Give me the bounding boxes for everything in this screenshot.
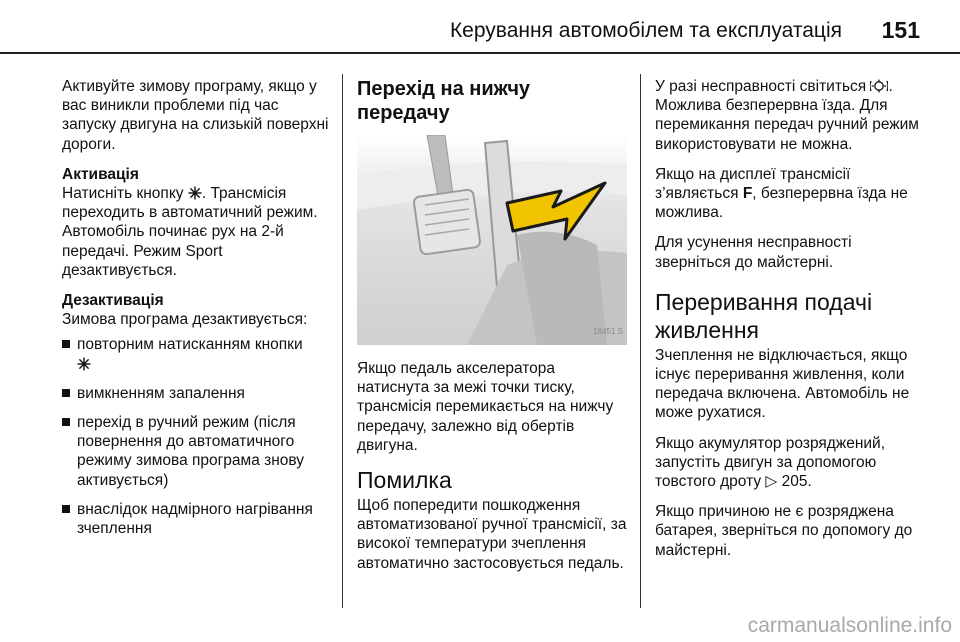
fault-lamp-before: У разі несправності світиться bbox=[655, 78, 867, 95]
header-title: Керування автомобілем та експлуатація bbox=[449, 19, 842, 42]
bullet-1-text: повторним натисканням кнопки bbox=[77, 336, 303, 354]
list-item bbox=[62, 413, 330, 490]
bullet-3-text: перехід в ручний режим (після повернення до автоматичного режиму зимова програма знову активується) bbox=[77, 414, 305, 489]
winter-program-intro: Активуйте зимову програму, якщо у вас виникли проблеми під час запуску двигуна на слизькій поверхні дороги. bbox=[62, 78, 329, 153]
bullet-icon bbox=[62, 389, 70, 397]
list-item bbox=[62, 500, 330, 538]
battery-before: Якщо акумулятор розряджений, запустіть двигун за допомогою товстого дроту bbox=[655, 434, 886, 491]
pedal-illustration bbox=[357, 135, 627, 345]
deactivation-list bbox=[62, 335, 330, 538]
power-interruption-text: Зчеплення не відключається, якщо існує переривання живлення, коли передача включена. Автомобіль не може рухатися. bbox=[655, 346, 910, 422]
bullet-icon bbox=[62, 340, 70, 348]
bullet-2-text: вимкненням запалення bbox=[77, 384, 245, 402]
deactivation-intro: Зимова програма дезактивується: bbox=[62, 311, 308, 329]
battery2-text: Якщо причиною не є розряджена батарея, зверніться по допомогу до майстерні. bbox=[655, 503, 913, 559]
deactivation-heading: Дезактивація bbox=[62, 292, 164, 310]
display-f-text bbox=[655, 165, 927, 223]
list-item bbox=[62, 384, 330, 403]
column-2 bbox=[357, 77, 627, 584]
bullet-4-text: внаслідок надмірного нагрівання зчеплення bbox=[77, 500, 313, 538]
activation-text-after: . Трансмісія переходить в автоматичний режим. Автомобіль починає рух на 2-й передачі. Режим Sport дезактивується. bbox=[62, 185, 318, 279]
kickdown-heading: Перехід на нижчу передачу bbox=[357, 78, 531, 124]
watermark: carmanualsonline.info bbox=[747, 614, 952, 637]
page-header bbox=[0, 0, 960, 56]
gearbox-fault-icon bbox=[870, 79, 888, 93]
activation-text-before: Натисніть кнопку bbox=[62, 185, 184, 203]
page-reference-arrow-icon: ▷ bbox=[765, 473, 778, 491]
fault-text: Щоб попередити пошкодження автоматизованої ручної трансмісії, за високої температури зчеплення автоматично застосовується педаль. bbox=[357, 497, 627, 572]
bullet-icon bbox=[62, 505, 70, 513]
kickdown-text: Якщо педаль акселератора натиснута за межі точки тиску, трансмісія перемикається на нижчу передачу, залежно від обертів двигуна. bbox=[357, 360, 614, 454]
service-text: Для усунення несправності зверніться до майстерні. bbox=[655, 234, 852, 271]
snowflake-icon bbox=[188, 186, 202, 200]
display-before: Якщо на дисплеї трансмісії з’являється bbox=[655, 165, 851, 203]
activation-heading: Активація bbox=[62, 165, 139, 183]
pedal-drawing bbox=[357, 135, 627, 345]
list-item bbox=[62, 335, 330, 373]
snowflake-icon bbox=[77, 357, 91, 371]
column-divider-2 bbox=[640, 74, 641, 608]
display-after: , безперервна їзда не можлива. bbox=[655, 185, 908, 222]
bullet-icon bbox=[62, 418, 70, 426]
fault-lamp-after: . Можлива безперервна їзда. Для перемикання передач ручний режим використовувати не можна. bbox=[655, 78, 919, 153]
page-number: 151 bbox=[881, 17, 920, 43]
battery-page-ref[interactable]: 205. bbox=[781, 473, 812, 491]
power-interruption-heading: Переривання подачі живлення bbox=[655, 288, 873, 343]
fault-heading: Помилка bbox=[357, 467, 452, 494]
battery-text bbox=[655, 434, 927, 492]
display-letter: F bbox=[742, 185, 753, 203]
column-divider-1 bbox=[342, 74, 343, 608]
column-3 bbox=[655, 77, 927, 571]
fault-lamp-text bbox=[655, 77, 927, 154]
header-divider bbox=[0, 52, 960, 54]
activation-text bbox=[62, 184, 330, 280]
column-1 bbox=[62, 77, 330, 548]
figure-code: 18451 S bbox=[593, 326, 623, 336]
